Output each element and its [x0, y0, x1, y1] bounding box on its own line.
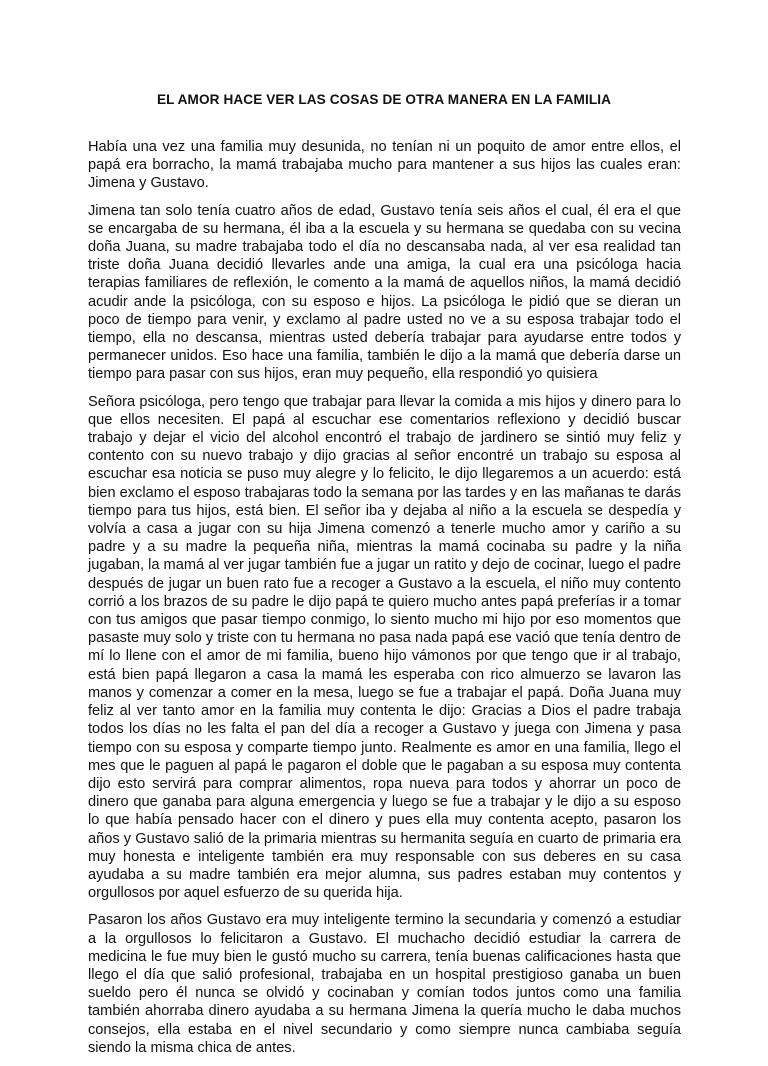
document-body: [88, 138, 681, 1066]
paragraph-1: Había una vez una familia muy desunida, no tenían ni un poquito de amor entre ellos, el papá era borracho, la mamá trabajaba mucho para mantener a sus hijos las cuales eran: Jimena y Gustavo.: [88, 139, 681, 192]
paragraph-3: Señora psicóloga, pero tengo que trabajar para llevar la comida a mis hijos y dinero para lo que ellos necesiten. El papá al escuchar ese comentarios reflexiono y decidió buscar trabajo y dejar el vicio del alcohol encontró el trabajo de jardinero se sintió muy feliz y contento con su nuevo trabajo y dijo gracias al señor encontré un trabajo su esposa al escuchar esa noticia se puso muy alegre y lo felicito, le dijo llegaremos a un acuerdo: está bien exclamo el esposo trabajaras todo la semana por las tardes y en las mañanas te darás tiempo para tus hijos, está bien. El señor iba y dejaba al niño a la escuela se despedía y volvía a casa a jugar con su hija Jimena comenzó a tenerle mucho amor y cariño a su padre y a su madre la pequeña niña, mientras la mamá cocinaba su padre y la niña jugaban, la mamá al ver jugar también fue a jugar un ratito y dejo de cocinar, luego el padre después de jugar un buen rato fue a recoger a Gustavo a la escuela, el niño muy contento corrió a los brazos de su padre le dijo papá te quiero mucho antes papá preferías ir a tomar con tus amigos que pasar tiempo conmigo, lo siento mucho mi hijo por eso momentos que pasaste muy solo y triste con tu hermana no pasa nada papá ese vació que tenía dentro de mí lo llene con el amor de mi familia, bueno hijo vámonos por que tengo que ir al trabajo, está bien papá llegaron a casa la mamá les esperaba con rico almuerzo se lavaron las manos y comenzar a comer en la mesa, luego se fue a trabajar el papá. Doña Juana muy feliz al ver tanto amor en la familia muy contenta le dijo: Gracias a Dios el padre trabaja todos los días no les falta el pan del día a recoger a Gustavo y juega con Jimena y pasa tiempo con su esposa y comparte tiempo junto. Realmente es amor en una familia, llego el mes que le paguen al papá le pagaron el doble que le pagaban a su esposa muy contenta dijo esto servirá para comprar alimentos, ropa nueva para todos y ahorrar un poco de dinero que ganaba para alguna emergencia y luego se fue a trabajar y le dijo a su esposo lo que había pensado hacer con el dinero y pues ella muy contenta acepto, pasaron los años y Gustavo salió de la primaria mientras su hermanita seguía en cuarto de primaria era muy honesta e inteligente también era muy responsable con sus deberes en su casa ayudaba a su madre también era mejor alumna, sus padres estaban muy contentos y orgullosos por aquel esfuerzo de su querida hija.: [88, 393, 682, 902]
document-title: EL AMOR HACE VER LAS COSAS DE OTRA MANERA EN LA FAMILIA: [156, 92, 612, 107]
paragraph-4: Pasaron los años Gustavo era muy inteligente termino la secundaria y comenzó a estudiar a la orgullosos lo felicitaron a Gustavo. El muchacho decidió estudiar la carrera de medicina le fue muy bien le gustó mucho su carrera, tenía buenas calificaciones hasta que llego el día que salió profesional, trabajaba en un hospital prestigioso ganaba un buen sueldo pero él nunca se olvidó y cocinaban y comían todos juntos como una familia también ahorraba dinero ayudaba a su hermana Jimena la quería mucho le daba muchos consejos, ella estaba en el nivel secundario y como siempre nunca cambiaba seguía siendo la misma chica de antes.: [88, 912, 681, 1056]
paragraph-2: Jimena tan solo tenía cuatro años de edad, Gustavo tenía seis años el cual, él era el que se encargaba de su hermana, él iba a la escuela y su hermana se quedaba con su vecina doña Juana, su madre trabajaba todo el día no descansaba nada, al ver esa realidad tan triste doña Juana decidió llevarles ande una amiga, la cual era una psicóloga hacia terapias familiares de reflexión, le comento a la mamá de aquellos niños, la mamá decidió acudir ande la psicóloga, con su esposo e hijos. La psicóloga le pidió que se dieran un poco de tiempo para venir, y exclamo al padre usted no ve a su esposa trabajar todo el tiempo, ella no descansa, mientras usted debería trabajar para ayudarse entre todos y permanecer unidos. Eso hace una familia, también le dijo a la mamá que debería darse un tiempo para pasar con sus hijos, eran muy pequeño, ella respondió yo quisiera: [88, 202, 681, 383]
